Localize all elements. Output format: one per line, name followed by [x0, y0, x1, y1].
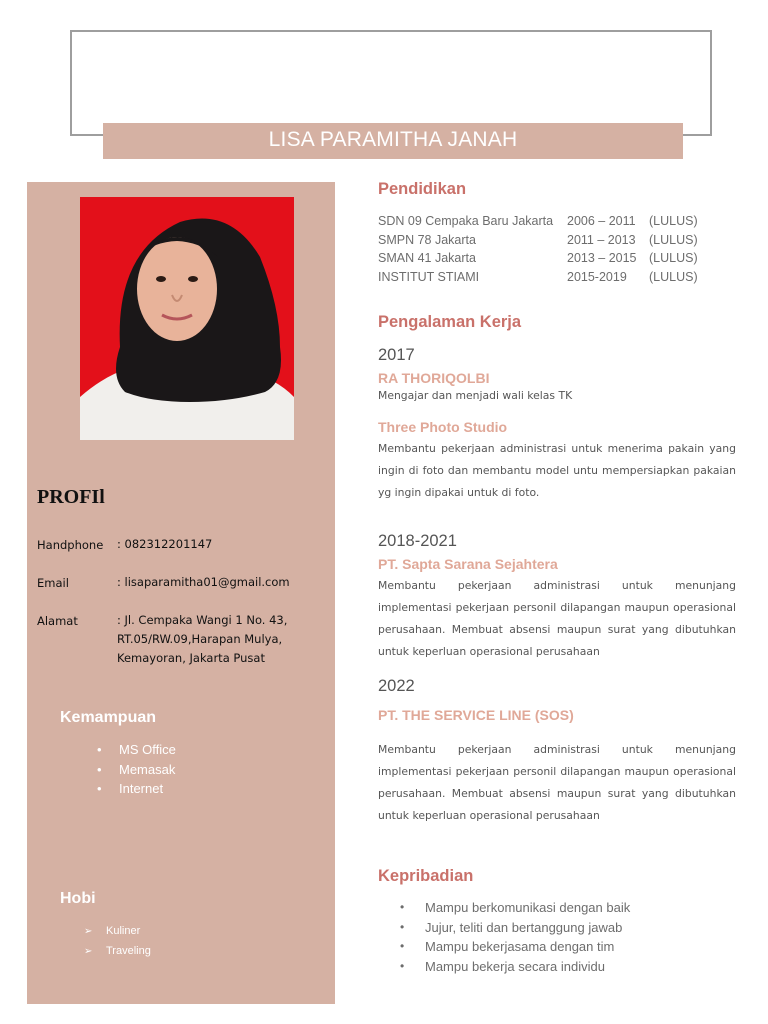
phone-value: : 082312201147: [117, 537, 213, 551]
experience-year: 2018-2021: [378, 532, 457, 550]
list-item: ➢ Kuliner: [84, 922, 151, 942]
profile-heading: PROFIl: [37, 486, 105, 508]
personality-heading: Kepribadian: [378, 867, 474, 885]
hobbies-list: [84, 922, 151, 961]
list-item: ➢ Traveling: [84, 942, 151, 962]
edu-status: (LULUS): [649, 270, 698, 284]
table-row: [378, 251, 738, 270]
bullet-dot-icon: •: [97, 761, 102, 777]
bullet-dot-icon: •: [97, 742, 102, 757]
experience-company: RA THORIQOLBI: [378, 370, 490, 386]
experience-desc: Membantu pekerjaan administrasi untuk menunjang implementasi pekerjaan personil dilapangan maupun operasional perusahaan. Membuat absensi maupun surat yang dibutuhkan untuk keperluan operasional perusahaan: [378, 743, 736, 822]
address-value: : Jl. Cempaka Wangi 1 No. 43, RT.05/RW.09,Harapan Mulya, Kemayoran, Jakarta Pusat: [117, 613, 288, 665]
edu-years: 2006 – 2011: [567, 214, 636, 228]
bullet-dot-icon: •: [400, 958, 405, 973]
list-item: • Mampu bekerja secara individu: [400, 957, 630, 977]
list-item: • MS Office: [97, 740, 176, 760]
experience-year: 2017: [378, 346, 415, 364]
bullet-dot-icon: •: [400, 900, 405, 914]
experience-desc: Membantu pekerjaan administrasi untuk menerima pakain yang ingin di foto dan membantu model untu mempersiapkan pakaian yg ingin dipakai untuk di foto.: [378, 442, 736, 499]
edu-years: 2013 – 2015: [567, 251, 637, 265]
edu-school: SDN 09 Cempaka Baru Jakarta: [378, 214, 554, 228]
skills-heading: Kemampuan: [60, 709, 157, 726]
edu-status: (LULUS): [649, 251, 698, 265]
experience-company: Three Photo Studio: [378, 419, 508, 435]
email-value: : lisaparamitha01@gmail.com: [117, 575, 290, 589]
header-frame: [70, 30, 712, 136]
experience-company: PT. Sapta Sarana Sejahtera: [378, 556, 558, 572]
experience-desc: Membantu pekerjaan administrasi untuk menunjang implementasi pekerjaan personil dilapangan maupun operasional perusahaan. Membuat absensi maupun surat yang dibutuhkan untuk keperluan operasional perusahaan: [378, 579, 736, 658]
edu-status: (LULUS): [649, 214, 698, 228]
table-row: [378, 270, 738, 289]
arrow-bullet-icon: ➢: [84, 945, 93, 957]
experience-desc: Mengajar dan menjadi wali kelas TK: [378, 389, 573, 402]
table-row: [378, 233, 738, 252]
bullet-dot-icon: •: [400, 939, 405, 953]
edu-school: SMPN 78 Jakarta: [378, 233, 476, 247]
edu-status: (LULUS): [649, 233, 698, 247]
list-item: • Mampu bekerjasama dengan tim: [400, 937, 630, 957]
bullet-dot-icon: •: [400, 919, 405, 934]
name-banner: [103, 123, 683, 159]
edu-years: 2011 – 2013: [567, 233, 636, 247]
personality-list: [400, 898, 630, 976]
sidebar: [27, 182, 335, 1004]
arrow-bullet-icon: ➢: [84, 926, 93, 937]
profile-photo: [80, 197, 294, 440]
edu-school: SMAN 41 Jakarta: [378, 251, 476, 265]
experience-heading: Pengalaman Kerja: [378, 313, 522, 331]
edu-school: INSTITUT STIAMI: [378, 270, 480, 284]
skills-list: [97, 740, 176, 799]
list-item: • Jujur, teliti dan bertanggung jawab: [400, 918, 630, 938]
list-item: • Internet: [97, 779, 176, 799]
experience-company: PT. THE SERVICE LINE (SOS): [378, 707, 574, 723]
education-heading: Pendidikan: [378, 180, 467, 198]
hobbies-heading: Hobi: [60, 890, 96, 907]
bullet-dot-icon: •: [97, 781, 102, 796]
list-item: • Mampu berkomunikasi dengan baik: [400, 898, 630, 918]
phone-label: Handphone: [37, 538, 104, 552]
address-label: Alamat: [37, 614, 78, 628]
table-row: [378, 214, 738, 233]
edu-years: 2015-2019: [567, 270, 627, 284]
list-item: • Memasak: [97, 760, 176, 780]
profile-photo-illustration: [80, 197, 294, 440]
experience-year: 2022: [378, 677, 415, 695]
email-label: Email: [37, 576, 69, 590]
full-name: LISA PARAMITHA JANAH: [268, 128, 518, 151]
